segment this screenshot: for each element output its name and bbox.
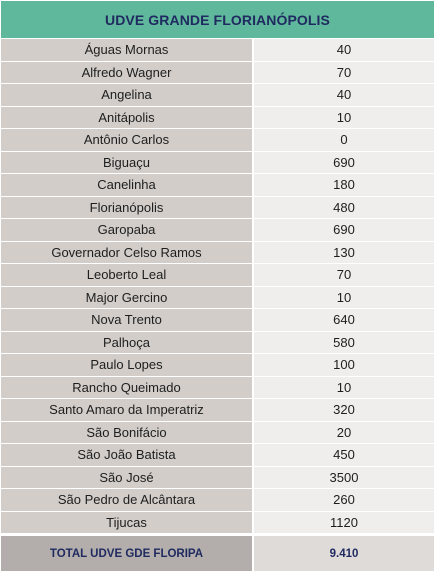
municipality-name: Angelina (1, 84, 254, 107)
municipality-value: 260 (254, 489, 434, 512)
table-row (1, 219, 434, 242)
table-row (1, 174, 434, 197)
table-row (1, 287, 434, 310)
municipality-name: Canelinha (1, 174, 254, 197)
municipality-value: 480 (254, 197, 434, 220)
municipality-value: 70 (254, 264, 434, 287)
table-row (1, 264, 434, 287)
municipality-value: 10 (254, 377, 434, 400)
udve-table (1, 1, 434, 570)
table-row (1, 309, 434, 332)
table-row (1, 444, 434, 467)
table-row (1, 152, 434, 175)
table-row (1, 377, 434, 400)
municipality-name: Paulo Lopes (1, 354, 254, 377)
municipality-name: Tijucas (1, 512, 254, 535)
total-label: TOTAL UDVE GDE FLORIPA (1, 536, 254, 571)
municipality-name: Antônio Carlos (1, 129, 254, 152)
municipality-name: Biguaçu (1, 152, 254, 175)
municipality-name: Santo Amaro da Imperatriz (1, 399, 254, 422)
municipality-value: 690 (254, 152, 434, 175)
municipality-name: Nova Trento (1, 309, 254, 332)
municipality-value: 70 (254, 62, 434, 85)
municipality-name: Florianópolis (1, 197, 254, 220)
municipality-name: São João Batista (1, 444, 254, 467)
municipality-name: Garopaba (1, 219, 254, 242)
municipality-name: São Pedro de Alcântara (1, 489, 254, 512)
municipality-value: 180 (254, 174, 434, 197)
municipality-value: 3500 (254, 467, 434, 490)
municipality-value: 10 (254, 107, 434, 130)
municipality-value: 20 (254, 422, 434, 445)
table-row (1, 467, 434, 490)
table-body (1, 39, 434, 534)
municipality-value: 640 (254, 309, 434, 332)
table-row (1, 399, 434, 422)
municipality-value: 580 (254, 332, 434, 355)
municipality-value: 1120 (254, 512, 434, 535)
table-title: UDVE GRANDE FLORIANÓPOLIS (105, 11, 330, 28)
table-header (1, 1, 434, 38)
table-row (1, 242, 434, 265)
municipality-name: São José (1, 467, 254, 490)
total-value: 9.410 (254, 536, 434, 571)
municipality-name: Palhoça (1, 332, 254, 355)
municipality-value: 450 (254, 444, 434, 467)
municipality-value: 690 (254, 219, 434, 242)
total-row (1, 536, 434, 571)
table-row (1, 422, 434, 445)
municipality-value: 130 (254, 242, 434, 265)
table-row (1, 512, 434, 535)
table-row (1, 197, 434, 220)
municipality-name: Águas Mornas (1, 39, 254, 62)
table-row (1, 354, 434, 377)
table-row (1, 332, 434, 355)
municipality-value: 40 (254, 84, 434, 107)
municipality-name: Governador Celso Ramos (1, 242, 254, 265)
municipality-name: Alfredo Wagner (1, 62, 254, 85)
municipality-value: 0 (254, 129, 434, 152)
table-row (1, 489, 434, 512)
table-row (1, 84, 434, 107)
municipality-value: 100 (254, 354, 434, 377)
table-row (1, 39, 434, 62)
municipality-value: 10 (254, 287, 434, 310)
table-row (1, 62, 434, 85)
table-row (1, 129, 434, 152)
municipality-name: São Bonifácio (1, 422, 254, 445)
municipality-name: Major Gercino (1, 287, 254, 310)
municipality-name: Leoberto Leal (1, 264, 254, 287)
municipality-name: Rancho Queimado (1, 377, 254, 400)
municipality-value: 40 (254, 39, 434, 62)
table-row (1, 107, 434, 130)
municipality-name: Anitápolis (1, 107, 254, 130)
municipality-value: 320 (254, 399, 434, 422)
